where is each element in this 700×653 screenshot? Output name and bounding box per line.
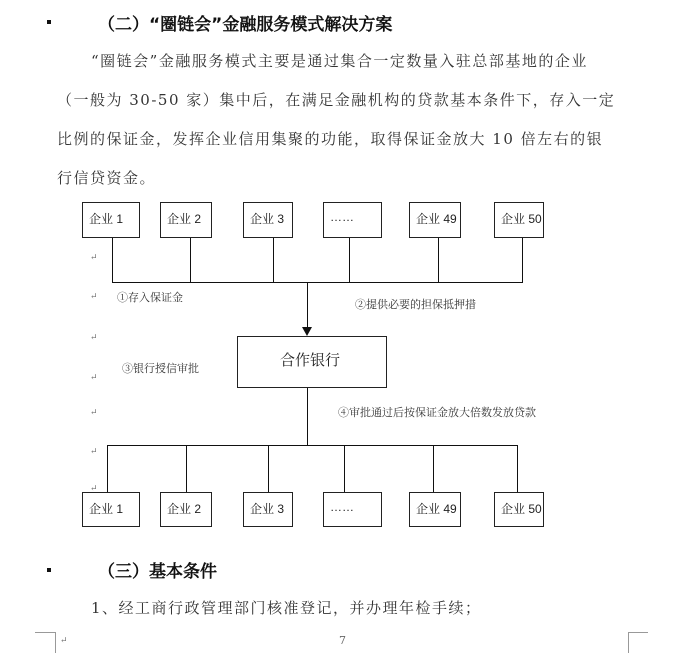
company-box-top: 企业 1 — [82, 202, 140, 238]
connector-line — [268, 445, 269, 492]
company-box-top: 企业 49 — [409, 202, 461, 238]
paragraph-mark: ↵ — [90, 447, 98, 457]
connector-line — [107, 445, 518, 446]
paragraph-line: 比例的保证金，发挥企业信用集聚的功能，取得保证金放大 10 倍左右的银 — [57, 130, 604, 148]
connector-line — [349, 238, 350, 282]
crop-mark — [35, 632, 55, 633]
list-item: 1、经工商行政管理部门核准登记，并办理年检手续； — [91, 599, 482, 617]
connector-line — [107, 445, 108, 492]
paragraph-mark: ↵ — [90, 484, 98, 494]
step-4-label: ④审批通过后按保证金放大倍数发放贷款 — [338, 406, 536, 419]
step-2-label: ②提供必要的担保抵押措 — [355, 298, 476, 311]
company-box-bottom: …… — [323, 492, 382, 527]
connector-line — [112, 282, 523, 283]
company-box-top: 企业 50 — [494, 202, 544, 238]
heading-bullet — [47, 20, 51, 24]
paragraph-mark: ↵ — [90, 373, 98, 383]
paragraph-mark: ↵ — [90, 253, 98, 263]
connector-line — [307, 388, 308, 445]
company-box-top: 企业 2 — [160, 202, 212, 238]
crop-mark — [628, 632, 629, 653]
company-box-bottom: 企业 3 — [243, 492, 293, 527]
connector-line — [522, 238, 523, 282]
bank-box: 合作银行 — [237, 336, 387, 388]
connector-line — [344, 445, 345, 492]
arrow-head-icon — [302, 327, 312, 336]
connector-line — [190, 238, 191, 282]
company-box-bottom: 企业 1 — [82, 492, 140, 527]
arrow-line — [307, 282, 308, 328]
connector-line — [112, 238, 113, 282]
step-1-label: ①存入保证金 — [117, 291, 183, 304]
crop-mark — [628, 632, 648, 633]
paragraph-line: （一般为 30-50 家）集中后，在满足金融机构的贷款基本条件下，存入一定 — [57, 91, 616, 109]
paragraph-line: 行信贷资金。 — [57, 169, 157, 187]
paragraph-mark: ↵ — [60, 636, 68, 646]
crop-mark — [55, 632, 56, 653]
connector-line — [433, 445, 434, 492]
paragraph-mark: ↵ — [90, 408, 98, 418]
company-box-top: 企业 3 — [243, 202, 293, 238]
company-box-bottom: 企业 2 — [160, 492, 212, 527]
heading-bullet — [47, 568, 51, 572]
connector-line — [186, 445, 187, 492]
section-heading-2: （二）“圈链会”金融服务模式解决方案 — [98, 15, 393, 35]
company-box-top: …… — [323, 202, 382, 238]
paragraph-mark: ↵ — [90, 292, 98, 302]
section-heading-3: （三）基本条件 — [98, 562, 217, 582]
page-number: 7 — [339, 634, 346, 647]
paragraph-line: “圈链会”金融服务模式主要是通过集合一定数量入驻总部基地的企业 — [91, 52, 588, 70]
company-box-bottom: 企业 49 — [409, 492, 461, 527]
company-box-bottom: 企业 50 — [494, 492, 544, 527]
step-3-label: ③银行授信审批 — [122, 362, 199, 375]
connector-line — [273, 238, 274, 282]
paragraph-mark: ↵ — [90, 333, 98, 343]
connector-line — [438, 238, 439, 282]
connector-line — [517, 445, 518, 492]
